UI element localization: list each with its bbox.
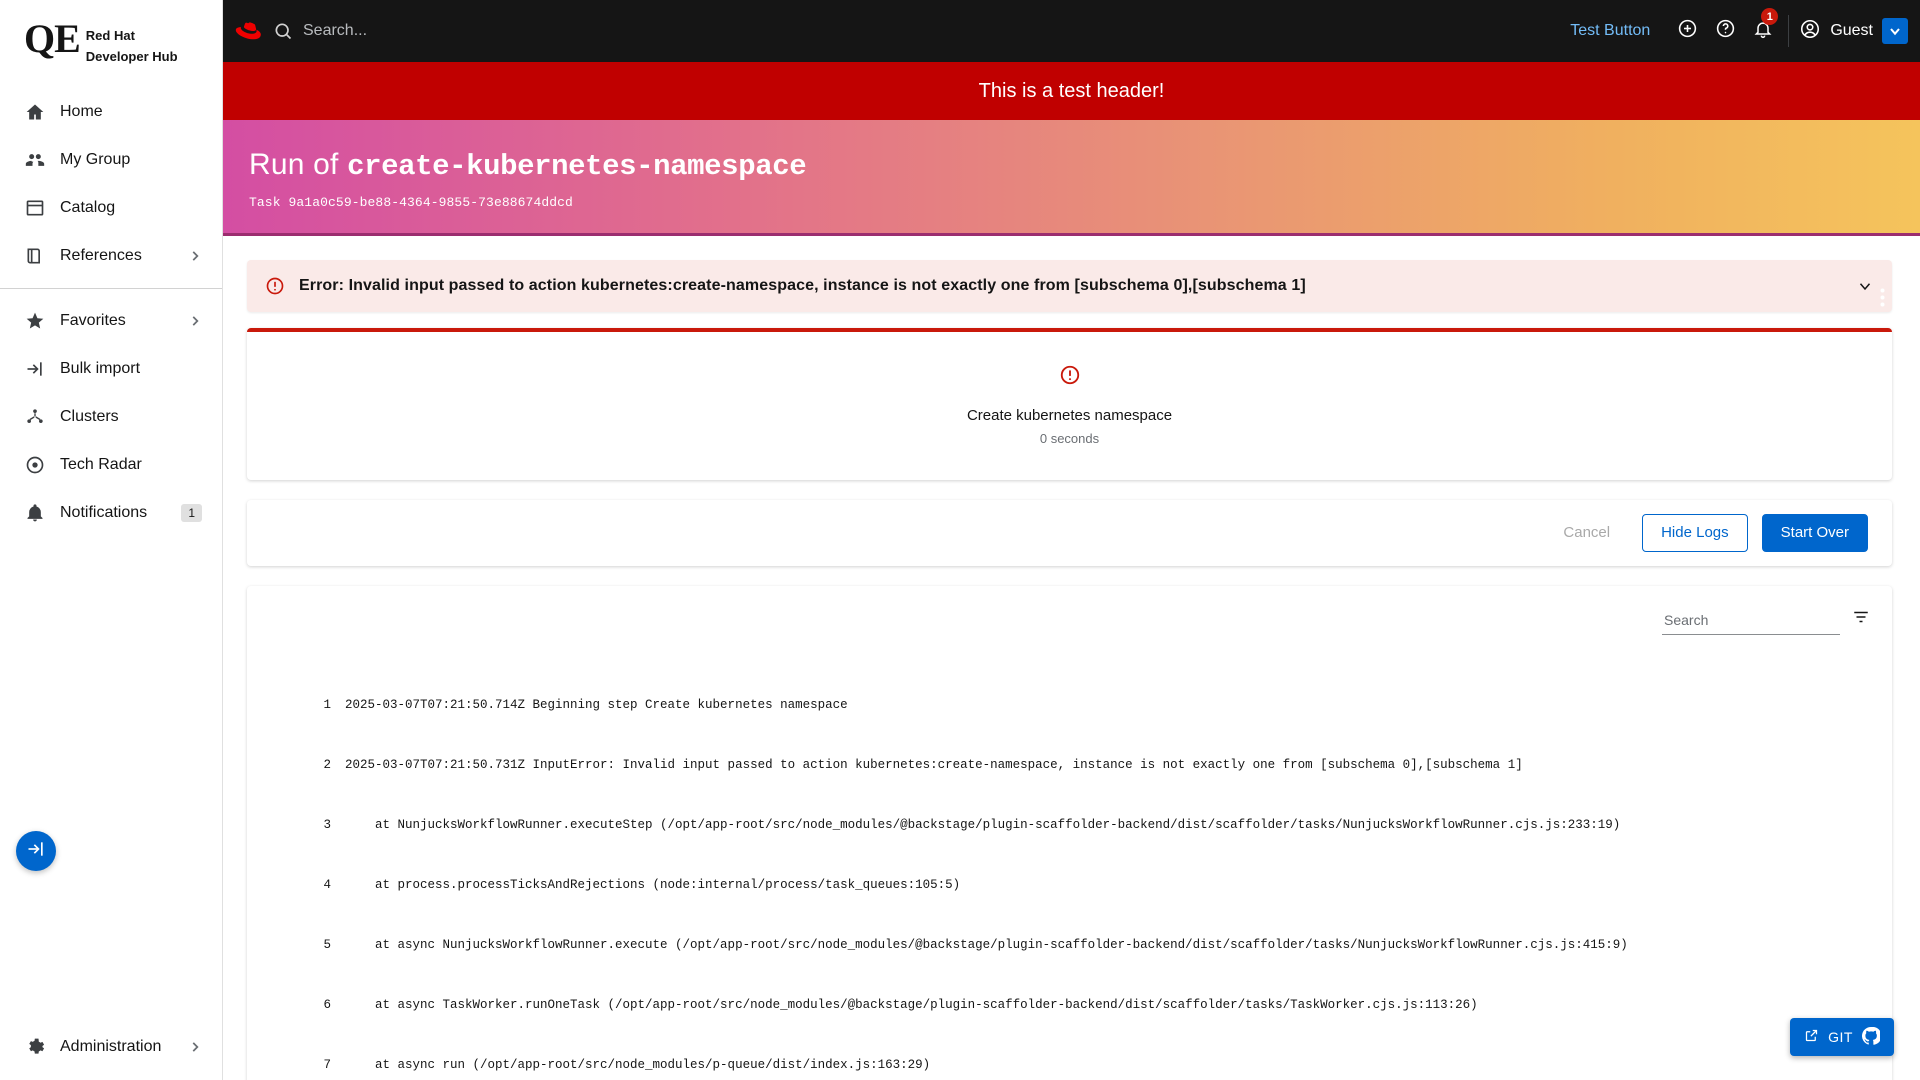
filter-icon[interactable]	[1852, 608, 1870, 635]
sidebar-item-label: References	[60, 247, 142, 264]
error-alert-text: Error: Invalid input passed to action kubernetes:create-namespace, instance is not exactly one from [subschema 0],[subschema 1]	[299, 277, 1306, 294]
log-search-input[interactable]	[1662, 608, 1840, 635]
github-icon	[1862, 1027, 1880, 1048]
step-title: Create kubernetes namespace	[966, 407, 1173, 424]
help-button[interactable]	[1706, 0, 1744, 62]
redhat-hat-icon[interactable]	[223, 21, 273, 41]
chevron-down-icon[interactable]	[1882, 18, 1908, 44]
sidebar-item-notifications[interactable]	[0, 489, 222, 537]
plus-circle-icon	[1677, 18, 1698, 44]
logs-panel	[247, 586, 1892, 1080]
log-line	[297, 755, 1870, 775]
sidebar-item-tech-radar[interactable]	[0, 441, 222, 489]
log-line-text: 2025-03-07T07:21:50.714Z Beginning step Create kubernetes namespace	[345, 698, 848, 712]
log-line-number: 6	[323, 998, 331, 1012]
sidebar-item-label: Notifications	[60, 504, 148, 521]
sidebar-item-label: Bulk import	[60, 360, 141, 377]
radar-icon	[24, 454, 46, 476]
more-actions-button[interactable]	[1866, 284, 1898, 316]
log-line	[297, 995, 1870, 1015]
star-icon	[24, 310, 46, 332]
sidebar-nav	[0, 88, 222, 537]
user-avatar-icon	[1799, 18, 1821, 45]
collapse-sidebar-icon	[26, 839, 46, 864]
log-line	[297, 1055, 1870, 1075]
sidebar-spacer	[0, 537, 222, 1022]
chevron-right-icon	[188, 314, 202, 328]
notifications-button[interactable]	[1744, 0, 1782, 62]
page-header	[223, 120, 1920, 236]
page-content	[223, 236, 1920, 1080]
step-duration: 0 seconds	[1039, 431, 1100, 446]
sidebar-item-favorites[interactable]	[0, 297, 222, 345]
brand-name-line2: Developer Hub	[85, 49, 178, 64]
chevron-right-icon	[188, 1040, 202, 1054]
brand-logo-text: QE	[24, 16, 80, 61]
page-title-prefix: Run of	[249, 148, 348, 181]
notification-count-badge: 1	[1761, 8, 1778, 25]
collapse-sidebar-button[interactable]	[16, 831, 56, 871]
user-name: Guest	[1830, 22, 1873, 39]
brand-name-line1: Red Hat	[85, 28, 135, 43]
sidebar-item-bulk-import[interactable]	[0, 345, 222, 393]
sidebar-item-label: Tech Radar	[60, 456, 142, 473]
catalog-icon	[24, 197, 46, 219]
brand[interactable]	[0, 0, 222, 82]
log-line-text: at NunjucksWorkflowRunner.executeStep (/opt/app-root/src/node_modules/@backstage/plugin-scaffolder-backend/dist/scaffolder/tasks/NunjucksWorkflowRunner.cjs.js:233:19)	[345, 818, 1621, 832]
log-line	[297, 695, 1870, 715]
external-link-icon	[1804, 1028, 1819, 1046]
sidebar-item-references[interactable]	[0, 232, 222, 280]
page-title	[249, 146, 1884, 186]
sidebar-item-administration[interactable]	[0, 1022, 222, 1070]
step-status-card	[247, 328, 1892, 480]
top-bar-actions	[1552, 0, 1920, 62]
error-circle-icon	[1059, 364, 1081, 391]
import-icon	[24, 358, 46, 380]
log-line-number: 5	[323, 938, 331, 952]
test-header-text: This is a test header!	[978, 79, 1165, 102]
clusters-icon	[24, 406, 46, 428]
notifications-badge: 1	[181, 504, 202, 522]
sidebar-item-label: Catalog	[60, 199, 116, 216]
group-icon	[24, 149, 46, 171]
sidebar-item-label: Administration	[60, 1037, 162, 1055]
log-output[interactable]	[269, 645, 1870, 1080]
help-circle-icon	[1715, 18, 1736, 44]
global-search[interactable]	[273, 18, 1552, 44]
add-button[interactable]	[1668, 0, 1706, 62]
search-icon	[273, 21, 293, 41]
log-line-text: 2025-03-07T07:21:50.731Z InputError: Invalid input passed to action kubernetes:create-namespace, instance is not exactly one from [subschema 0],[subschema 1]	[345, 758, 1523, 772]
log-line-number: 3	[323, 818, 331, 832]
top-bar	[223, 0, 1920, 62]
log-line-number: 7	[323, 1058, 331, 1072]
hide-logs-button[interactable]: Hide Logs	[1642, 514, 1748, 552]
search-input[interactable]	[303, 18, 603, 44]
sidebar-item-my-group[interactable]	[0, 136, 222, 184]
test-button[interactable]: Test Button	[1552, 22, 1668, 40]
top-bar-divider	[1788, 15, 1789, 47]
log-line-text: at async NunjucksWorkflowRunner.execute (/opt/app-root/src/node_modules/@backstage/plugin-scaffolder-backend/dist/scaffolder/tasks/NunjucksWorkflowRunner.cjs.js:415:9)	[345, 938, 1628, 952]
sidebar-item-clusters[interactable]	[0, 393, 222, 441]
bell-icon	[24, 502, 46, 524]
more-actions-icon	[1880, 288, 1885, 312]
sidebar-item-label: My Group	[60, 151, 131, 168]
admin-icon	[24, 1036, 46, 1058]
home-icon	[24, 101, 46, 123]
sidebar-divider	[0, 288, 222, 289]
log-line-number: 1	[323, 698, 331, 712]
book-icon	[24, 245, 46, 267]
log-line	[297, 815, 1870, 835]
page-title-template: create-kubernetes-namespace	[347, 150, 807, 183]
log-line-text: at process.processTicksAndRejections (node:internal/process/task_queues:105:5)	[345, 878, 961, 892]
task-actions	[247, 500, 1892, 566]
git-button-label: GIT	[1828, 1029, 1853, 1045]
task-id: Task 9a1a0c59-be88-4364-9855-73e88674ddcd	[249, 195, 573, 210]
sidebar-item-catalog[interactable]	[0, 184, 222, 232]
log-line	[297, 875, 1870, 895]
test-header-banner	[223, 62, 1920, 120]
log-line-number: 4	[323, 878, 331, 892]
log-line-text: at async TaskWorker.runOneTask (/opt/app-root/src/node_modules/@backstage/plugin-scaffolder-backend/dist/scaffolder/tasks/TaskWorker.cjs.js:113:26)	[345, 998, 1478, 1012]
main-column	[223, 0, 1920, 1080]
log-line-number: 2	[323, 758, 331, 772]
sidebar	[0, 0, 223, 1080]
error-circle-icon	[265, 276, 285, 296]
sidebar-item-home[interactable]	[0, 88, 222, 136]
cancel-button[interactable]: Cancel	[1545, 515, 1628, 551]
chevron-right-icon	[188, 249, 202, 263]
start-over-button[interactable]: Start Over	[1762, 514, 1868, 552]
logs-toolbar	[269, 608, 1870, 635]
sidebar-item-label: Home	[60, 103, 103, 120]
sidebar-item-label: Clusters	[60, 408, 119, 425]
log-line-text: at async run (/opt/app-root/src/node_modules/p-queue/dist/index.js:163:29)	[345, 1058, 931, 1072]
git-button[interactable]	[1790, 1018, 1894, 1056]
brand-name	[86, 22, 178, 64]
log-line	[297, 935, 1870, 955]
sidebar-item-label: Favorites	[60, 312, 126, 329]
error-alert	[247, 260, 1892, 312]
user-menu[interactable]	[1799, 18, 1920, 45]
